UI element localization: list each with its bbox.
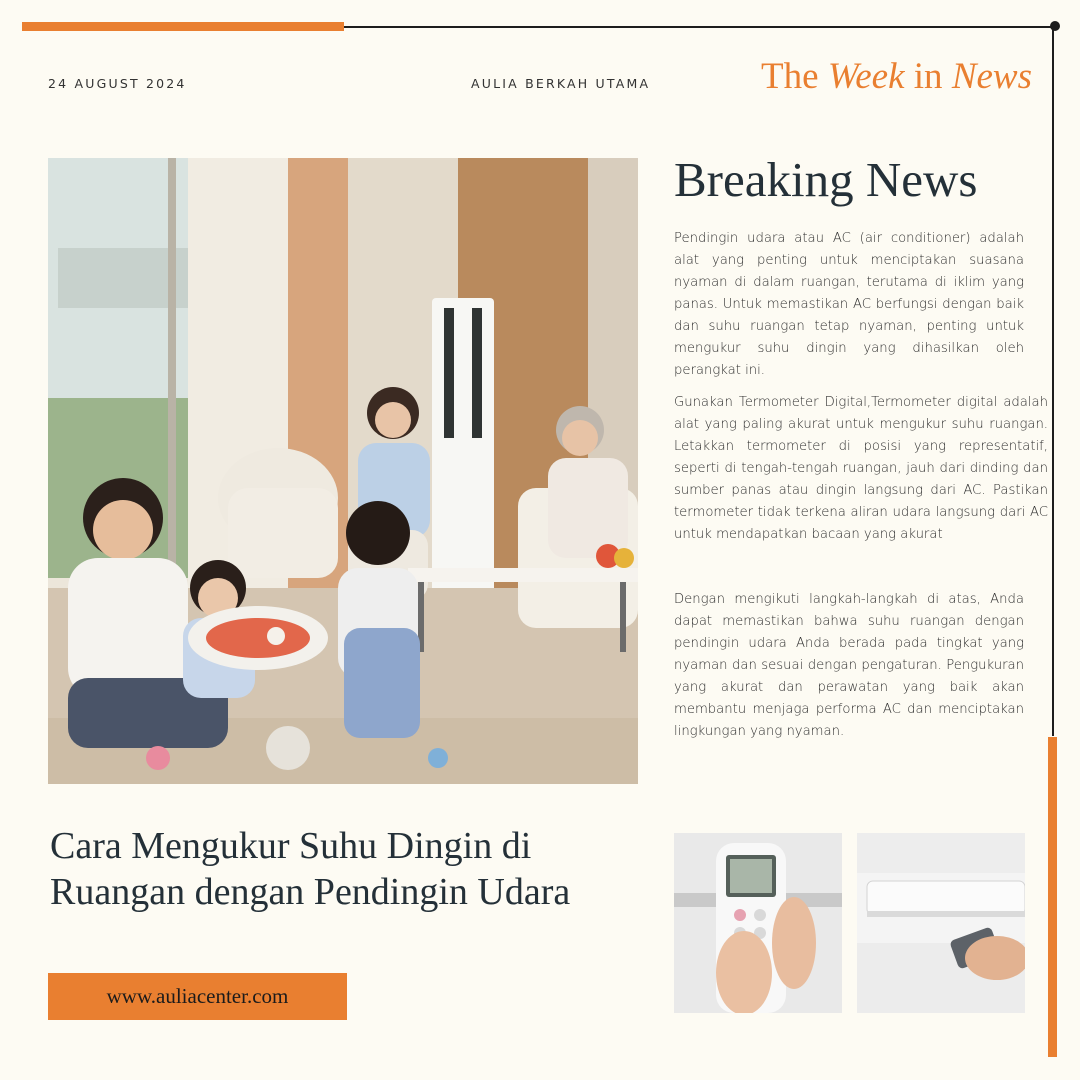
website-banner[interactable] <box>48 973 347 1020</box>
headline-line-2: Ruangan dengan Pendingin Udara <box>50 871 571 913</box>
issue-date: 24 AUGUST 2024 <box>48 76 187 91</box>
remote-control-photo <box>674 833 842 1013</box>
top-accent-bar <box>22 22 344 31</box>
headline-line-1: Cara Mengukur Suhu Dingin di <box>50 825 532 867</box>
top-rule-line <box>344 26 1056 28</box>
right-rule-line <box>1052 26 1054 736</box>
section-title: Breaking News <box>674 152 978 207</box>
headline <box>50 823 650 915</box>
air-conditioner-photo <box>857 833 1025 1013</box>
right-accent-bar <box>1048 737 1057 1057</box>
article-paragraph-2: Gunakan Termometer Digital,Termometer digital adalah alat yang paling akurat untuk mengukur suhu ruangan. Letakkan termometer di posisi yang representatif, seperti di tengah-tengah ruangan, jauh dari dinding dan sumber panas atau dingin langsung dari AC. Pastikan termometer tidak terkena aliran udara langsung dari AC untuk mendapatkan bacaan yang akurat <box>674 395 1048 542</box>
article-paragraph-3: Dengan mengikuti langkah-langkah di atas, Anda dapat memastikan bahwa suhu ruangan dengan pendingin udara Anda berada pada tingkat yang nyaman dan sesuai dengan pengaturan. Pengukuran yang akurat dan perawatan yang baik akan membantu menjaga performa AC dan menciptakan lingkungan yang nyaman. <box>674 592 1024 739</box>
masthead-title: The Week in News <box>761 56 1032 97</box>
article-paragraph-1: Pendingin udara atau AC (air conditioner) adalah alat yang penting untuk menciptakan suasana nyaman di dalam ruangan, terutama di iklim yang panas. Untuk memastikan AC berfungsi dengan baik dan suhu ruangan tetap nyaman, penting untuk mengukur suhu dingin yang dihasilkan oleh perangkat ini. <box>674 231 1024 378</box>
website-url[interactable]: www.auliacenter.com <box>106 984 289 1008</box>
family-living-room-photo <box>48 158 638 784</box>
author-name: AULIA BERKAH UTAMA <box>471 76 651 91</box>
